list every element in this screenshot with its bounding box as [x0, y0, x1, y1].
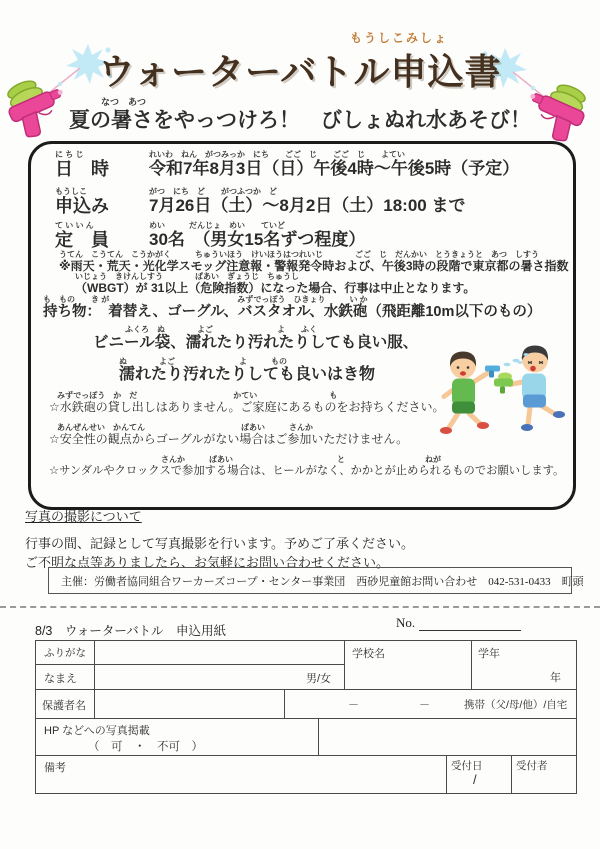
gender-label: 男/女 — [306, 673, 332, 685]
belongings-line-3 — [119, 357, 375, 383]
form-title: 8/3 ウォーターバトル 申込用紙 — [35, 624, 227, 638]
belongings-line-2 — [93, 325, 418, 351]
page-title: ウォーターバトル申込書 — [98, 51, 502, 92]
datetime-label-furigana: に ち じ — [55, 150, 84, 159]
info-row-application — [55, 187, 465, 216]
remarks-label: 備考 — [44, 762, 66, 774]
star-note-2 — [49, 423, 408, 446]
table-line — [471, 641, 472, 689]
phone-type-label: 携帯（父/母/他）/自宅 — [464, 699, 568, 711]
table-line — [446, 755, 447, 793]
table-line — [36, 689, 576, 690]
belongings-line-1 — [43, 295, 541, 320]
furigana-row-label: ふりがな — [44, 647, 86, 659]
cancellation-note-line-2 — [75, 272, 475, 295]
page-subtitle: 夏の暑さをやっつけろ！ びしょぬれ水あそび！ — [69, 109, 531, 132]
table-line — [318, 718, 319, 755]
title-furigana: もうしこみしょ — [350, 31, 449, 45]
belongings-furigana-3: ぬ よご よ もの — [119, 357, 287, 366]
belongings-furigana-1: も もの き が みずでっぽう ひきょり い か — [43, 295, 368, 304]
reception-date-label: 受付日 — [451, 760, 483, 772]
star-note-1 — [49, 391, 444, 414]
school-name-label: 学校名 — [352, 648, 385, 660]
form-number-label: No. — [396, 615, 416, 630]
table-line — [36, 718, 576, 719]
application-value-furigana: がつ にち ど がつふつか ど — [149, 187, 277, 196]
belongings-text-1: 持ち物： 着替え、ゴーグル、バスタオル、水鉄砲（飛距離10m以下のもの） — [43, 304, 542, 320]
star-note-furigana-2: あんぜんせい かんてん ばあい さんか — [49, 423, 313, 432]
cancellation-note-text-1: ※雨天・荒天・光化学スモッグ注意報・警報発令時および、午後3時の段階で東京都の暑さ指数 — [59, 259, 569, 273]
subtitle-furigana: なつ あつ — [101, 97, 147, 107]
guardian-name-label: 保護者名 — [42, 700, 86, 712]
star-note-text-1: ☆水鉄砲の貸し出しはありません。ご家庭にあるものをお持ちください。 — [49, 400, 445, 414]
application-label: 申込み — [55, 196, 109, 216]
photo-section-line-1: 行事の間、記録として写真撮影を行います。予めご了承ください。 — [25, 536, 414, 551]
table-line — [344, 641, 345, 689]
belongings-text-2: ビニール袋、濡れたり汚れたりしても良い服、 — [93, 334, 419, 351]
organizer-text: 主催：労働者協同組合ワーカーズコープ・センター事業団 西砂児童館 — [61, 575, 412, 588]
belongings-text-3: 濡れたり汚れたりしても良いはき物 — [119, 366, 376, 383]
table-line — [36, 664, 344, 665]
hp-photo-permission-options: （ 可 ・ 不可 ） — [88, 741, 203, 753]
grade-label: 学年 — [478, 648, 500, 660]
kids-water-fight-illustration — [431, 330, 571, 458]
star-note-3 — [49, 455, 564, 478]
datetime-value: 令和7年8月3日（日）午後4時～午後5時（予定） — [149, 159, 520, 178]
form-number-underline — [419, 615, 521, 631]
contact-text: お問い合わせ 042-531-0433 町頭 — [411, 575, 584, 588]
event-info-box — [28, 141, 576, 510]
star-note-text-2: ☆安全性の観点からゴーグルがない場合はご参加いただけません。 — [49, 432, 409, 446]
application-value: 7月26日（土）～8月2日（土）18:00 まで — [149, 196, 466, 215]
capacity-value-furigana: めい だんじょ めい ていど — [149, 221, 285, 230]
star-note-furigana-1: みずでっぽう か だ かてい も — [49, 391, 338, 400]
capacity-label: 定 員 — [55, 230, 109, 250]
photo-section-line-2: ご不明な点等ありましたら、お気軽にお問い合わせください。 — [25, 555, 390, 570]
phone-dash-1: － — [348, 699, 359, 711]
organizer-box — [48, 567, 584, 594]
table-line — [94, 641, 95, 718]
star-note-text-3: ☆サンダルやクロックスで参加する場合は、ヒールがなく、かかとが止められるものでお願いします。 — [49, 465, 565, 477]
star-note-furigana-3: さんか ばあい と ねが — [49, 455, 441, 464]
application-table — [35, 640, 577, 794]
datetime-label: 日 時 — [55, 159, 109, 179]
application-label-furigana: もうしこ — [55, 187, 87, 196]
hp-photo-permission-label: HP などへの写真掲載 — [44, 725, 150, 737]
table-line — [511, 755, 512, 793]
cancellation-note-furigana-2: いじょう きけんしすう ばあい ぎょうじ ちゅうし — [75, 272, 299, 281]
capacity-value: 30名 （男女15名ずつ程度） — [149, 230, 366, 249]
year-suffix-label: 年 — [550, 672, 561, 684]
capacity-label-furigana: て い い ん — [55, 221, 94, 230]
photo-section-heading: 写真の撮影について — [25, 509, 142, 524]
phone-dash-2: － — [419, 699, 430, 711]
datetime-value-furigana: れいわ ねん がつみっか にち ごご じ ごご じ よてい — [149, 150, 405, 159]
table-line — [36, 755, 576, 756]
reception-date-slash: / — [473, 772, 477, 787]
name-row-label: なまえ — [44, 673, 77, 685]
cancellation-note-furigana-1: うてん こうてん こうかがく ちゅういほう けいほうはつれいじ ごご じ だんかい とうきょうと あつ しすう — [59, 250, 539, 259]
table-line — [284, 689, 285, 718]
form-number-field — [396, 615, 521, 631]
receptionist-label: 受付者 — [516, 760, 548, 772]
belongings-furigana-2: ふくろ ぬ よご よ ふく — [93, 325, 317, 334]
info-row-capacity — [55, 221, 365, 250]
info-row-datetime — [55, 150, 519, 179]
cancellation-note-text-2: （WBGT）が 31以上（危険指数）になった場合、行事は中止となります。 — [75, 281, 476, 295]
cancellation-note-line-1 — [59, 250, 569, 273]
cut-line-separator — [0, 606, 600, 608]
